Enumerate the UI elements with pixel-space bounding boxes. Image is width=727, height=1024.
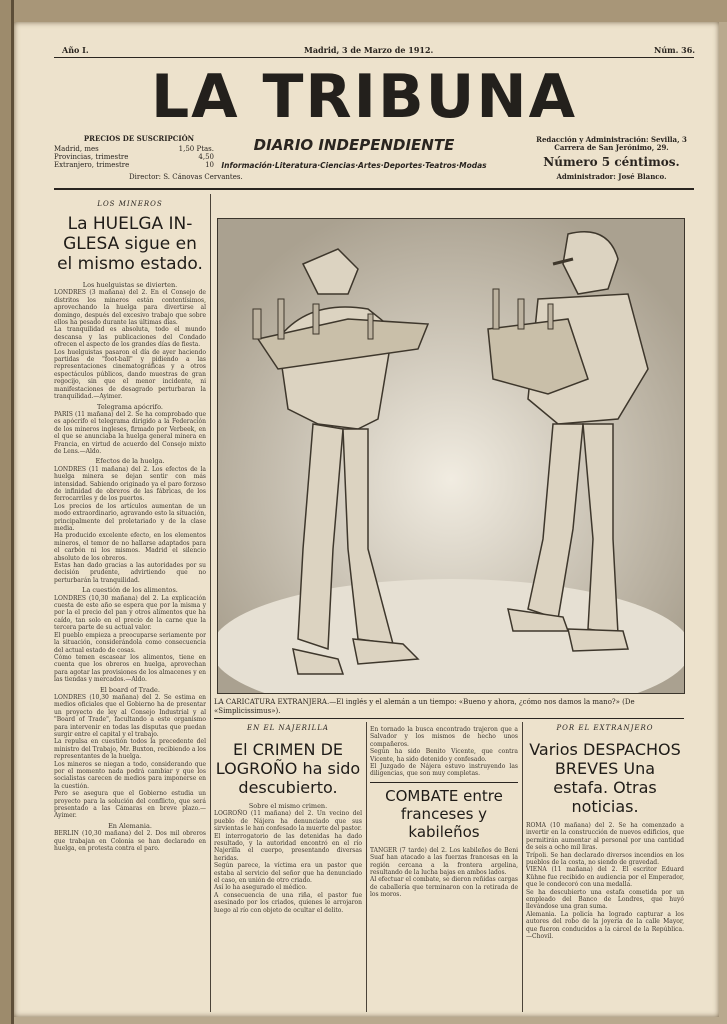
paragraph: LOGROÑO (11 mañana) del 2. Un vecino del pueblo de Nájera ha denunciado que sus sirvientas le han confesado la muerte del pastor.: [214, 810, 362, 833]
paragraph: A consecuencia de una riña, el pastor fue asesinado por los criados, quienes le arrojaron luego al río con objeto de ocultar el delito.: [214, 891, 362, 914]
paragraph: El Juzgado de Nájera estuvo instruyendo las diligencias, que son muy completas.: [370, 763, 518, 778]
paragraph: Según parece, la víctima era un pastor que estaba al servicio del señor que ha denunciado el caso, en unión de otro criado.: [214, 862, 362, 885]
article-headline: La HUELGA IN-GLESA sigue en el mismo estado.: [57, 214, 203, 274]
subscription-row: Madrid, mes 1,50 Ptas.: [54, 145, 214, 153]
subheading: Los huelguistas se divierten.: [82, 281, 178, 289]
newspaper-title: LA TRIBUNA: [150, 62, 578, 132]
paragraph: En tornado la busca encontrado trajeron que a Salvador y los mismos de hecho unos compañeros.: [370, 726, 518, 748]
cartoon-illustration: [217, 218, 685, 694]
paragraph: ROMA (10 mañana) del 2. Se ha comenzado a invertir en la construcción de nuevos edificios, que permitirán aumentar al personal por una cantidad de seis a ocho mil liras.: [526, 822, 684, 852]
paragraph: Cómo temen escasear los alimentos, tiene en cuenta que los obreros en huelga, aprovechan para agotar las provisiones de los almacenes y en las tiendas y mercados.—Aldo.: [54, 653, 206, 684]
article-kicker: LOS MINEROS: [97, 200, 163, 208]
year-label: Año I.: [62, 45, 89, 55]
paragraph: TANGER (7 tarde) del 2. Los kabileños de Beni Suaf han atacado a las fuerzas francesas en la región cercana a la frontera argelina, resultando de la lucha bajas en ambos lados.: [370, 846, 518, 877]
paragraph: Al efectuar el combate, se dieron reñidas cargas de caballería que terminaron con la retirada de los moros.: [370, 876, 518, 899]
cartoon-drawing: [218, 219, 684, 693]
center-column: [370, 726, 518, 1012]
article-rule: [370, 782, 518, 783]
paragraph: Según ha sido Benito Vicente, que contra Vicente, ha sido detenido y confesado.: [370, 748, 518, 763]
paragraph: Estas han dado gracias a las autoridades por su decisión prudente, advirtiendo que no perturbarán la tranquilidad.: [54, 562, 206, 584]
paragraph: Los huelguistas pasaron el día de ayer haciendo partidas de "foot-ball" y pidiendo a las representaciones cinematográficas y a otros espectáculos públicos, dando muestras de gran regocijo, sin que el menor incidente, ni manifestaciones de desagrado perturbaran la tranquilidad.—Ayimer.: [54, 348, 206, 401]
administrador-line: Administrador: José Blanco.: [556, 172, 667, 181]
paragraph: BERLIN (10,30 mañana) del 2. Dos mil obreros que trabajan en Colonia se han declarado en huelga, en protesta contra el paro.: [54, 830, 206, 853]
paragraph: LONDRES (3 mañana) del 2. En el Consejo de distritos los mineros están contentísimos, aprovechando la huelga para divertirse al domingo, después del excesivo trabajo que sobre ellos ha pesado durante las últimas días.: [54, 289, 206, 327]
column-divider: [366, 722, 367, 1012]
paragraph: LONDRES (11 mañana) del 2. Los efectos de la huelga minera se dejan sentir con más intensidad. Sabiendo originado ya el paro forzoso de infinidad de obreros de las fábricas, de los ferrocarriles y de los puertos.: [54, 465, 206, 503]
issue-number: Núm. 36.: [654, 45, 696, 55]
paragraph: LONDRES (10,30 mañana) del 2. La explicación cuesta de este año se espera que por la misma y por la el precio del pan y otros alimentos que ha caído, tan solo en el precio de la carne que la tercera parte de su actual valor.: [54, 594, 206, 632]
administration-block: [519, 136, 704, 181]
paragraph: PARIS (11 mañana) del 2. Se ha comprobado que es apócrifo el telegrama dirigido a la Federación de los mineros ingleses, firmado por Verbeek, en el que se anunciaba la huelga general minera en Francia, en virtud de acuerdo del Consejo mixto de Lens.—Aldo.: [54, 410, 206, 455]
subheading: Efectos de la huelga.: [95, 457, 165, 466]
paragraph: Alemania. La policía ha logrado capturar a los autores del robo de la joyería de la calle Mayor, que fueron conducidos a la cárcel de la República.—Chovil.: [526, 910, 684, 941]
paragraph: Pero se asegura que el Gobierno estudia un proyecto para la solución del conflicto, que será presentado a las Cámaras en breve plazo.—Ayimer.: [54, 790, 206, 820]
paragraph: VIENA (11 mañana) del 2. El escritor Eduard Kühne fue recibido en audiencia por el Emperador, que le condecoró con una medalla.: [526, 866, 684, 889]
paragraph: LONDRES (10,30 mañana) del 2. Se estima en medios oficiales que el Gobierno ha de presentar un proyecto de ley al Consejo Industrial y al "Board of Trade", facultando a este organismo para intervenir en todas las disputas que puedan surgir entre el capital y el trabajo.: [54, 693, 206, 738]
subheading: Sobre el mismo crimen.: [248, 802, 328, 810]
top-rule: [54, 57, 694, 58]
paragraph: Ha producido excelente efecto, en los elementos mineros, el temor de no hallarse adaptados para el carbón ni los mismos. Madrid el silencio absoluto de los obreros.: [54, 532, 206, 562]
article-kicker: EN EL NAJERILLA: [247, 724, 329, 732]
paragraph: La repulsa en cuestión todos la precedente del ministro del Trabajo, Mr. Buxton, recibiendo a los representantes de la huelga.: [54, 738, 206, 761]
scan-top-margin: [0, 0, 727, 22]
director-line: Director: S. Cánovas Cervantes.: [129, 173, 243, 181]
subscription-row: Provincias, trimestre 4,50: [54, 153, 214, 161]
paragraph: El interrogatorio de las detenidas ha dado resultado, y la autoridad encontró en el río Najerilla el cuerpo, presentando diversas heridas.: [214, 832, 362, 862]
right-column: [526, 724, 684, 1012]
newspaper-page: [14, 22, 719, 1017]
column-divider: [522, 722, 523, 1012]
middle-column: [214, 724, 362, 1012]
subheading: Telegrama apócrifo.: [97, 402, 163, 411]
sections-line: Información·Literatura·Ciencias·Artes·Deportes·Teatros·Modas: [221, 161, 487, 170]
caption-rule: [214, 718, 684, 719]
subscription-row: Extranjero, trimestre 10: [54, 161, 214, 169]
newspaper-subtitle: DIARIO INDEPENDIENTE: [253, 136, 455, 154]
column-divider: [210, 194, 211, 1012]
article-kicker: POR EL EXTRANJERO: [556, 724, 654, 732]
paragraph: Así lo ha asegurado el médico.: [214, 884, 307, 892]
paragraph: Los mineros se niegan a todo, considerando que por el momento nada podrá cambiar y que los socialistas carecen de medios para imponerse en la cuestión.: [54, 760, 206, 790]
paragraph: La tranquilidad es absoluta, todo el mundo descansa y las publicaciones del Condado ofrecen el aspecto de los grandes días de fiesta.: [54, 326, 206, 349]
paragraph: Se ha descubierto una estafa cometida por un empleado del Banco de Londres, que huyó llevándose una gran suma.: [526, 888, 684, 911]
subheading: En Alemania.: [108, 821, 152, 830]
redaccion-address: Redacción y Administración: Sevilla, 3: [536, 135, 687, 144]
subscription-heading: PRECIOS DE SUSCRIPCIÓN: [83, 134, 195, 143]
article-headline: Varios DESPACHOS BREVES Una estafa. Otras noticias.: [529, 740, 681, 816]
article-headline: COMBATE entre franceses y kabileños: [385, 786, 503, 841]
subheading: La cuestión de los alimentos.: [82, 586, 178, 595]
left-column: [54, 200, 206, 1012]
article-headline: El CRIMEN DE LOGROÑO ha sido descubierto.: [215, 740, 361, 797]
cartoon-caption: LA CARICATURA EXTRANJERA.—El inglés y el alemán a un tiempo: «Bueno y ahora, ¿cómo nos damos la mano?» (De «Simplicissimus»).: [214, 698, 635, 715]
paragraph: El pueblo empieza a preocuparse seriamente por la situación, considerándola como consecuencia del actual estado de cosas.: [54, 631, 206, 654]
paragraph: Trípoli. Se han declarado diversos incendios en los pueblos de la costa, no siendo de gravedad.: [526, 851, 684, 867]
dateline: Madrid, 3 de Marzo de 1912.: [304, 45, 434, 55]
carrera-address: Carrera de San Jerónimo, 29.: [554, 143, 669, 152]
subheading: El board of Trade.: [100, 685, 160, 694]
paragraph: Los precios de los artículos aumentan de un modo extraordinario, agravando esto la situación, principalmente del proletariado y de la clase media.: [54, 502, 206, 532]
subscription-block: [54, 134, 243, 181]
masthead-rule: [54, 188, 694, 190]
price-label: Número 5 céntimos.: [543, 155, 680, 169]
